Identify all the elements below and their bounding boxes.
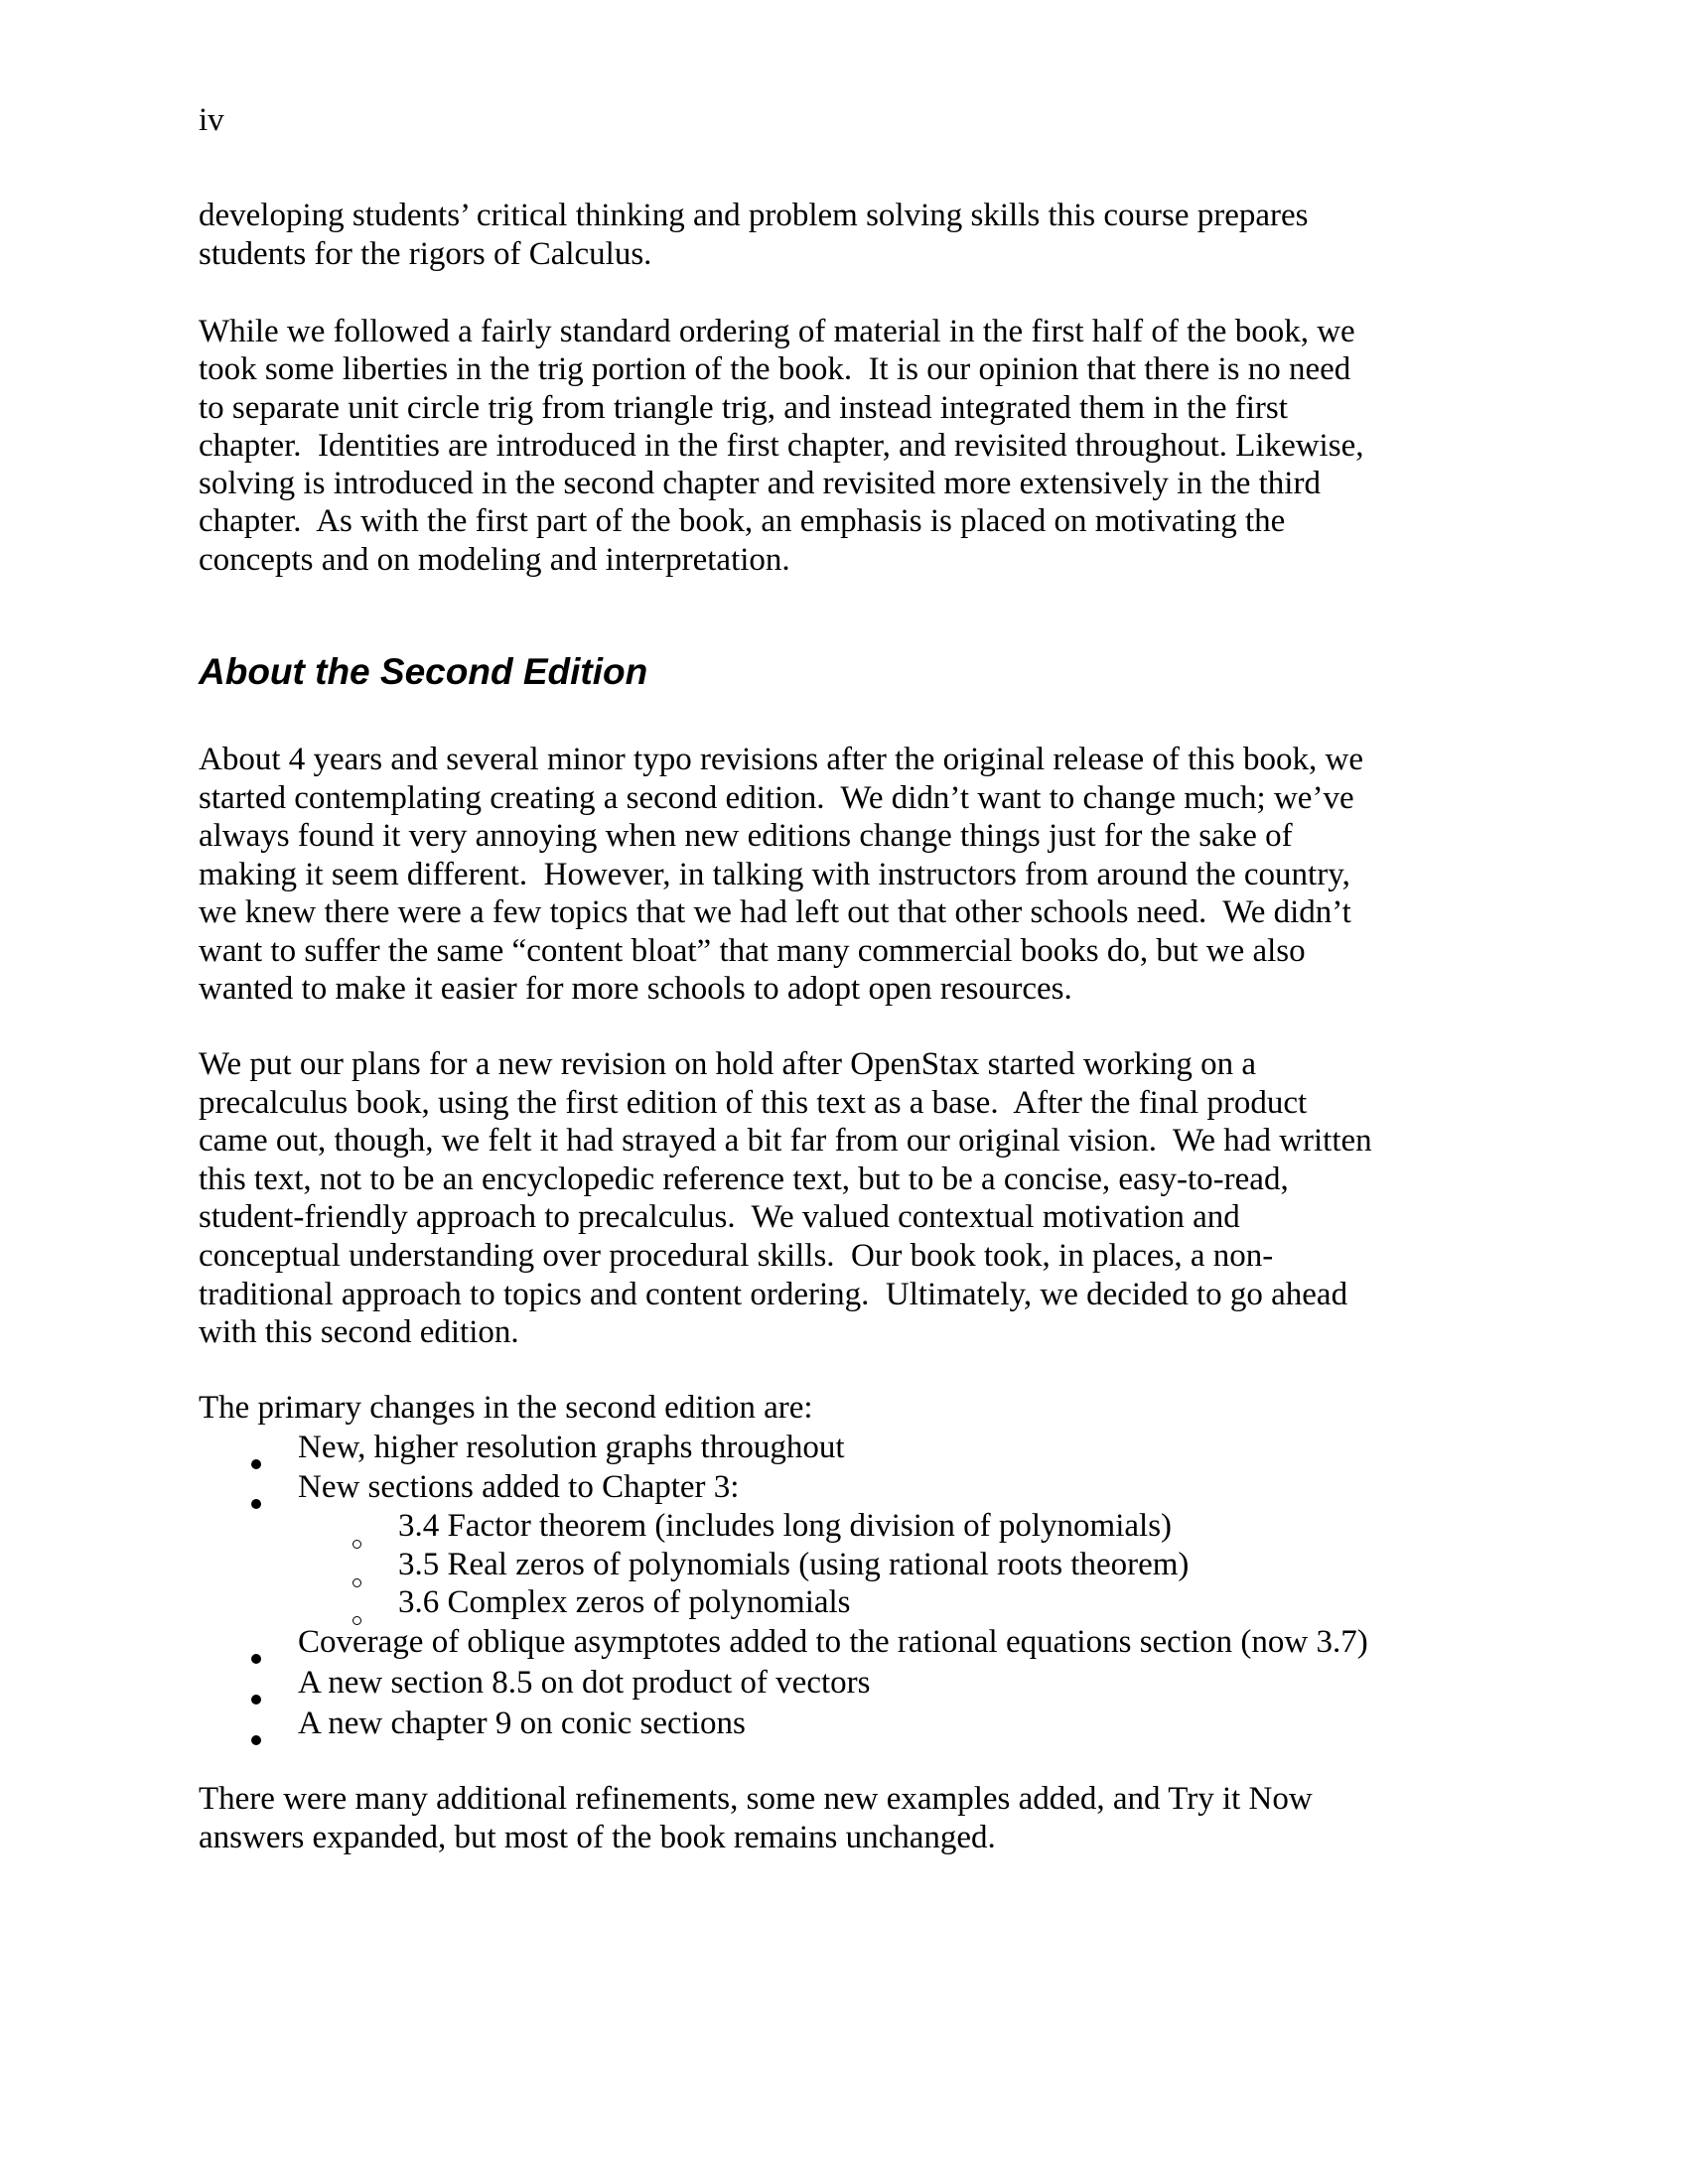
section-paragraph-1 xyxy=(199,741,1489,1009)
text-line: conceptual understanding over procedural skills. Our book took, in places, a non- xyxy=(199,1237,1274,1274)
text-line: answers expanded, but most of the book remains unchanged. xyxy=(199,1820,996,1855)
text-line: this text, not to be an encyclopedic reference text, but to be a concise, easy-to-read, xyxy=(199,1160,1289,1197)
text-line: traditional approach to topics and content ordering. Ultimately, we decided to go ahead xyxy=(199,1276,1348,1312)
text-line: with this second edition. xyxy=(199,1314,519,1351)
text-line: student-friendly approach to precalculus. We valued contextual motivation and xyxy=(199,1199,1240,1236)
list-item-text: A new section 8.5 on dot product of vectors xyxy=(298,1665,871,1701)
text-line: to separate unit circle trig from triangle trig, and instead integrated them in the first xyxy=(199,389,1288,426)
section-heading: About the Second Edition xyxy=(199,651,648,692)
disc-icon xyxy=(251,1635,261,1673)
text-line: came out, though, we felt it had strayed a bit far from our original vision. We had written xyxy=(199,1123,1372,1160)
list-item-text: 3.4 Factor theorem (includes long division of polynomials) xyxy=(398,1508,1173,1544)
text-line: students for the rigors of Calculus. xyxy=(199,236,652,272)
text-line: The primary changes in the second edition are: xyxy=(199,1390,813,1426)
text-line: chapter. As with the first part of the book, an emphasis is placed on motivating the xyxy=(199,503,1286,540)
disc-icon xyxy=(251,1480,261,1518)
intro-paragraph-1 xyxy=(199,197,1489,274)
text-line: making it seem different. However, in talking with instructors from around the country, xyxy=(199,856,1350,892)
disc-icon xyxy=(251,1716,261,1754)
circle-icon xyxy=(352,1520,361,1558)
disc-icon xyxy=(251,1676,261,1713)
list-item-text: 3.6 Complex zeros of polynomials xyxy=(398,1584,851,1620)
list-item-text: New, higher resolution graphs throughout xyxy=(298,1430,845,1465)
intro-paragraph-2 xyxy=(199,313,1489,579)
text-line: solving is introduced in the second chapter and revisited more extensively in the third xyxy=(199,466,1321,502)
text-line: took some liberties in the trig portion of the book. It is our opinion that there is no need xyxy=(199,351,1351,388)
text-line: want to suffer the same “content bloat” that many commercial books do, but we also xyxy=(199,932,1306,969)
text-line: We put our plans for a new revision on hold after OpenStax started working on a xyxy=(199,1046,1256,1082)
text-line: precalculus book, using the first edition of this text as a base. After the final product xyxy=(199,1084,1308,1121)
text-line: While we followed a fairly standard ordering of material in the first half of the book, we xyxy=(199,314,1355,349)
text-line: concepts and on modeling and interpretation. xyxy=(199,541,790,578)
disc-icon xyxy=(251,1440,261,1478)
text-line: chapter. Identities are introduced in the first chapter, and revisited throughout. Likewise, xyxy=(199,427,1364,464)
list-item-text: A new chapter 9 on conic sections xyxy=(298,1706,746,1741)
list-item-text: Coverage of oblique asymptotes added to the rational equations section (now 3.7) xyxy=(298,1624,1368,1660)
text-line: About 4 years and several minor typo revisions after the original release of this book, we xyxy=(199,742,1363,777)
text-line: developing students’ critical thinking and problem solving skills this course prepares xyxy=(199,198,1309,233)
page-number: iv xyxy=(199,102,224,138)
text-line: we knew there were a few topics that we had left out that other schools need. We didn’t xyxy=(199,894,1351,930)
list-item-text: New sections added to Chapter 3: xyxy=(298,1469,740,1505)
list-intro xyxy=(199,1389,1489,1427)
text-line: started contemplating creating a second edition. We didn’t want to change much; we’ve xyxy=(199,779,1354,816)
text-line: wanted to make it easier for more schools to adopt open resources. xyxy=(199,971,1072,1007)
closing-paragraph xyxy=(199,1780,1489,1857)
text-line: always found it very annoying when new editions change things just for the sake of xyxy=(199,818,1293,854)
section-paragraph-2 xyxy=(199,1045,1489,1352)
circle-icon xyxy=(352,1559,361,1596)
list-item-text: 3.5 Real zeros of polynomials (using rational roots theorem) xyxy=(398,1547,1190,1582)
text-line: There were many additional refinements, some new examples added, and Try it Now xyxy=(199,1781,1313,1817)
